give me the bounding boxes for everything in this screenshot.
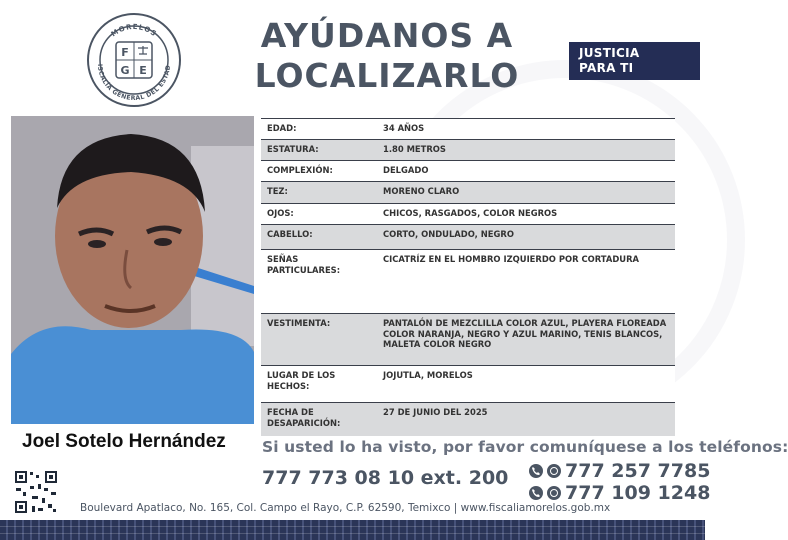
- detail-value: CHICOS, RASGADOS, COLOR NEGROS: [375, 204, 675, 224]
- detail-value: CICATRÍZ EN EL HOMBRO IZQUIERDO POR CORTADURA: [375, 250, 675, 313]
- details-table: [261, 118, 675, 436]
- phone-number: 777 257 7785: [565, 460, 711, 482]
- detail-value: 34 AÑOS: [375, 119, 675, 139]
- detail-value: MORENO CLARO: [375, 182, 675, 203]
- logo-top-text: MORELOS: [109, 22, 159, 39]
- detail-label: FECHA DE DESAPARICIÓN:: [261, 403, 375, 436]
- detail-label: OJOS:: [267, 208, 294, 218]
- phone-icon: [529, 486, 543, 500]
- detail-row-cabello: [261, 224, 675, 249]
- title-line-1: AYÚDANOS A: [260, 16, 514, 55]
- detail-label: CABELLO:: [261, 225, 375, 249]
- detail-row-lugar: [261, 365, 675, 402]
- detail-row-ojos: [261, 203, 675, 224]
- footer-address: Boulevard Apatlaco, No. 165, Col. Campo el Rayo, C.P. 62590, Temixco | www.fiscaliamorelos.gob.mx: [80, 502, 611, 514]
- fge-logo: [86, 12, 182, 108]
- main-phone[interactable]: 777 773 08 10 ext. 200: [262, 467, 509, 489]
- phone-line-1[interactable]: [529, 460, 711, 482]
- detail-value: CORTO, ONDULADO, NEGRO: [375, 225, 675, 249]
- detail-row-tez: [261, 181, 675, 203]
- detail-value: 1.80 METROS: [375, 140, 675, 160]
- phone-number: 777 109 1248: [565, 482, 711, 504]
- detail-value: PANTALÓN DE MEZCLILLA COLOR AZUL, PLAYERA FLOREADA COLOR NARANJA, NEGRO Y AZUL MARINO, TENIS BLANCOS, MALETA COLOR NEGRO: [375, 314, 675, 365]
- detail-label: TEZ:: [261, 182, 375, 203]
- title-line-2: LOCALIZARLO: [254, 56, 520, 95]
- whatsapp-icon: [547, 464, 561, 478]
- contact-prompt: Si usted lo ha visto, por favor comuníquese a los teléfonos:: [262, 438, 788, 456]
- decorative-bottom-band: [0, 520, 705, 540]
- detail-label: SEÑAS PARTICULARES:: [267, 254, 341, 275]
- logo-bottom-text: ISCALÍA GENERAL DEL ESTAD: [95, 63, 173, 103]
- qr-code[interactable]: [14, 470, 58, 514]
- detail-label: EDAD:: [267, 123, 297, 133]
- detail-row-vestimenta: [261, 313, 675, 365]
- detail-row-edad: [261, 118, 675, 139]
- detail-value: JOJUTLA, MORELOS: [375, 366, 675, 402]
- detail-label: COMPLEXIÓN:: [267, 165, 333, 175]
- badge-line-1: JUSTICIA: [579, 46, 640, 60]
- phone-line-2[interactable]: [529, 482, 711, 504]
- detail-row-senas: [261, 249, 675, 313]
- phone-icon: [529, 464, 543, 478]
- detail-value: 27 DE JUNIO DEL 2025: [375, 403, 675, 436]
- logo-letter-f: F: [121, 46, 129, 59]
- whatsapp-icon: [547, 486, 561, 500]
- missing-person-photo: [11, 116, 254, 424]
- detail-label: VESTIMENTA:: [261, 314, 375, 365]
- detail-label: LUGAR DE LOS HECHOS:: [267, 370, 336, 391]
- badge-line-2: PARA TI: [579, 61, 634, 75]
- detail-value: DELGADO: [375, 161, 675, 181]
- logo-letter-e: E: [139, 64, 147, 77]
- detail-row-complexion: [261, 160, 675, 181]
- justicia-badge: [569, 42, 700, 80]
- logo-letter-g: G: [120, 64, 130, 77]
- poster-title: [232, 16, 542, 96]
- phone-list: [529, 460, 711, 504]
- detail-label: ESTATURA:: [261, 140, 375, 160]
- detail-row-estatura: [261, 139, 675, 160]
- detail-row-fecha: [261, 402, 675, 436]
- person-name: Joel Sotelo Hernández: [22, 431, 226, 452]
